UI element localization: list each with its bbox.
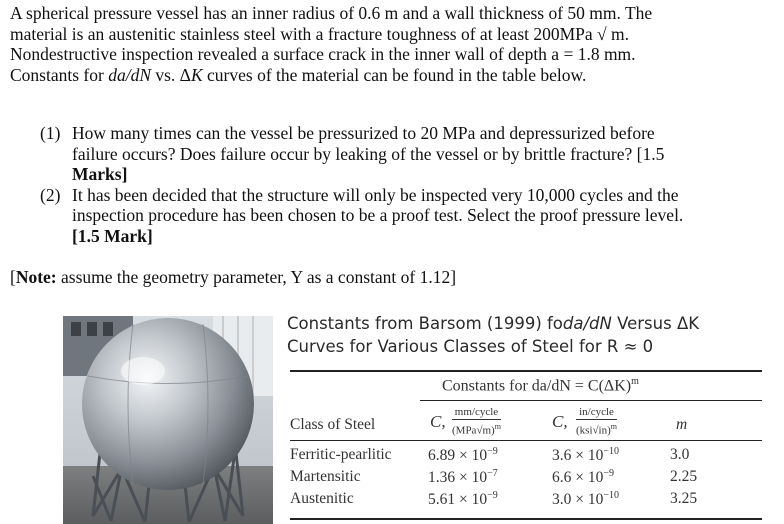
col-header-c-si: C, <box>430 412 446 431</box>
question-line: [1.5 Mark] <box>72 225 153 246</box>
table-caption-line-2: Curves for Various Classes of Steel for R ≈ 0 <box>287 337 654 356</box>
table-cell-m: 3.25 <box>670 490 698 507</box>
table-cell-m: 2.25 <box>670 468 698 485</box>
table-top-rule <box>290 370 762 372</box>
table-cell-c-si: $5.61 \times 10^{-9}$ <box>428 490 498 509</box>
question-line: inspection procedure has been chosen to be a proof test. Select the proof pressure level. <box>72 205 684 225</box>
table-cell-m: 3.0 <box>670 446 690 463</box>
table-group-header: Constants for $da/dN = C(\Delta K)^m$ <box>442 376 639 395</box>
table-cell-c-us: $3.0 \times 10^{-10}$ <box>552 490 620 509</box>
problem-intro <box>10 3 776 85</box>
intro-line: Nondestructive inspection revealed a surface crack in the inner wall of depth a = 1.8 mm. <box>10 44 636 64</box>
col-header-c-us: C, <box>552 412 568 431</box>
spherical-vessel-photo <box>63 316 273 524</box>
table-cell-c-si: $6.89 \times 10^{-9}$ <box>428 446 498 465</box>
note-label: Note: <box>15 267 57 287</box>
table-caption-line-1: Constants from Barsom (1999) foda/dN Versus ΔK <box>287 314 700 333</box>
c-us-units: in/cycle $(ksi√in)^m$ <box>576 406 617 437</box>
col-header-class: Class of Steel <box>290 416 376 433</box>
table-caption <box>287 312 699 358</box>
question-line: Marks] <box>72 164 128 184</box>
table-group-rule <box>420 400 762 401</box>
note-text: assume the geometry parameter, Y as a constant of 1.12] <box>56 267 457 287</box>
table-cell-c-us: $6.6 \times 10^{-9}$ <box>552 468 615 487</box>
intro-line: Constants for da/dN vs. ΔK curves of the material can be found in the table below. <box>10 64 587 85</box>
question-line: failure occurs? Does failure occur by leaking of the vessel or by brittle fracture? [1.5 <box>72 143 665 164</box>
question-line: How many times can the vessel be pressurized to 20 MPa and depressurized before <box>72 123 655 143</box>
table-bottom-rule <box>290 518 762 520</box>
c-si-units: mm/cycle $(MPa√m)^m$ <box>452 406 501 437</box>
note: [Note: assume the geometry parameter, Y as a constant of 1.12] <box>10 267 457 287</box>
col-header-m: m <box>676 416 688 433</box>
intro-line: A spherical pressure vessel has an inner radius of 0.6 m and a wall thickness of 50 mm. The <box>10 3 653 23</box>
table-cell-c-si: $1.36 \times 10^{-7}$ <box>428 468 498 487</box>
question-number: (2) <box>40 184 61 205</box>
table-cell-c-us: $3.6 \times 10^{-10}$ <box>552 446 620 465</box>
question-2 <box>40 185 776 247</box>
table-cell-class: Ferritic-pearlitic <box>290 446 392 463</box>
intro-line: material is an austenitic stainless steel with a fracture toughness of at least 200MPa √ m. <box>10 23 630 44</box>
question-list <box>40 123 776 246</box>
table-header-rule <box>290 440 762 441</box>
question-number: (1) <box>40 123 61 143</box>
question-1 <box>40 123 776 185</box>
constants-table <box>290 370 762 522</box>
question-line: It has been decided that the structure will only be inspected very 10,000 cycles and the <box>72 184 679 205</box>
table-cell-class: Austenitic <box>290 490 354 507</box>
table-cell-class: Martensitic <box>290 468 361 485</box>
